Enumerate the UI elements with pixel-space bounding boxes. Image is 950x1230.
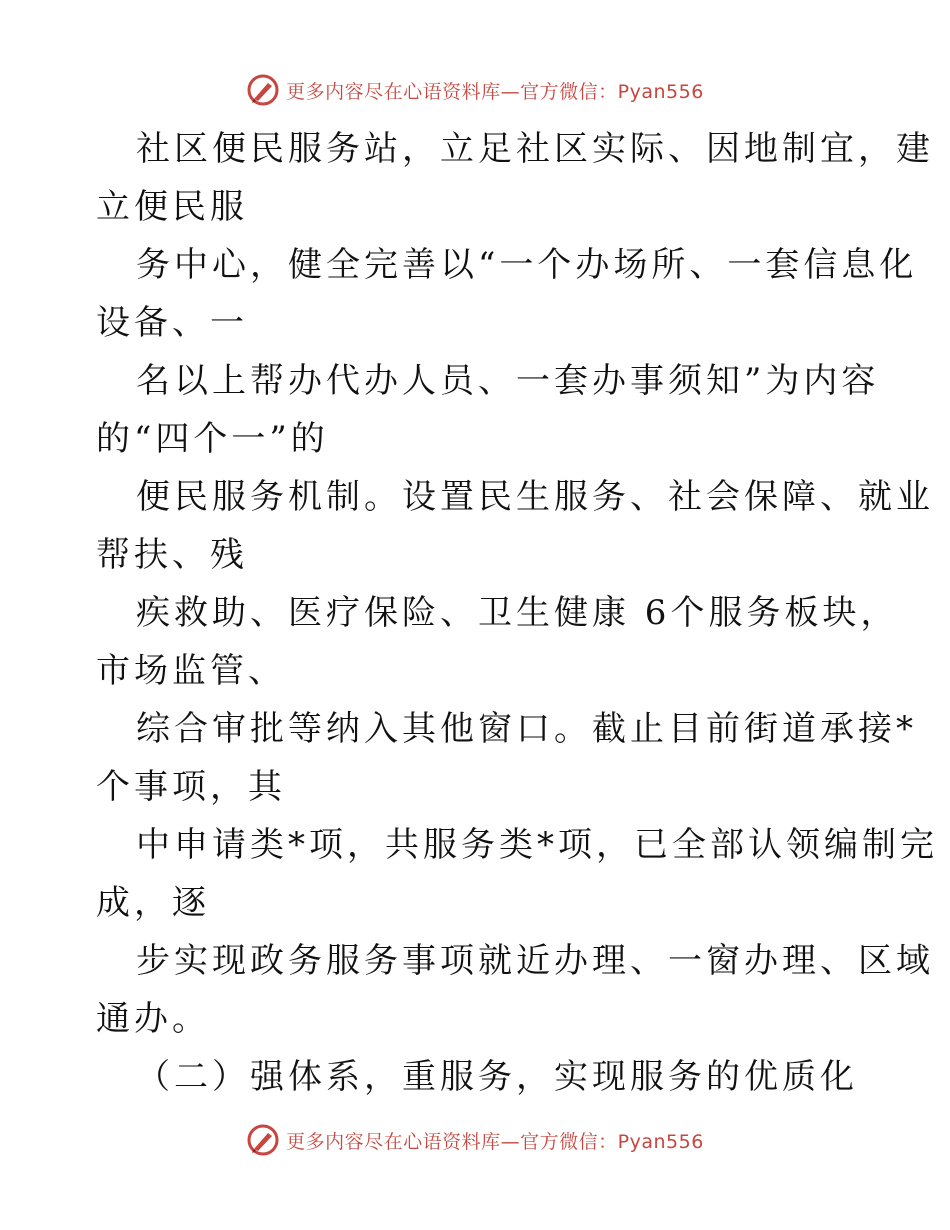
paragraph-line: 综合审批等纳入其他窗口。截止目前街道承接*	[136, 709, 917, 749]
paragraph-line: 社区便民服务站，立足社区实际、因地制宜，建	[136, 129, 934, 169]
watermark-banner-bottom	[0, 1120, 950, 1160]
paragraph-line: 名以上帮办代办人员、一套办事须知”为内容	[136, 361, 880, 401]
paragraph-line: 务中心，健全完善以“一个办场所、一套信息化	[136, 245, 918, 285]
paragraph-line: 个事项，其	[96, 767, 286, 807]
paragraph-line: 成，逐	[96, 883, 210, 923]
section-heading: （二）强体系，重服务，实现服务的优质化	[136, 1057, 858, 1097]
paragraph-line: 的“四个一”的	[96, 419, 329, 459]
paragraph-line: 疾救助、医疗保险、卫生健康 6个服务板块，	[136, 593, 899, 633]
paragraph-line: 中申请类*项，共服务类*项，已全部认领编制完	[136, 825, 938, 865]
paragraph-line: 市场监管、	[96, 651, 286, 691]
paragraph-line: 帮扶、残	[96, 535, 248, 575]
pen-logo-icon	[246, 73, 280, 107]
paragraph-line: 立便民服	[96, 187, 248, 227]
watermark-text: 更多内容尽在心语资料库—官方微信：Pyan556	[286, 1130, 704, 1153]
pen-logo-icon	[246, 1123, 280, 1157]
document-body	[96, 120, 938, 1106]
paragraph-line: 便民服务机制。设置民生服务、社会保障、就业	[136, 477, 934, 517]
paragraph-line: 设备、一	[96, 303, 248, 343]
watermark-banner-top	[0, 70, 950, 110]
paragraph-line: 通办。	[96, 999, 210, 1039]
watermark-text: 更多内容尽在心语资料库—官方微信：Pyan556	[286, 80, 704, 103]
paragraph-line: 步实现政务服务事项就近办理、一窗办理、区域	[136, 941, 934, 981]
